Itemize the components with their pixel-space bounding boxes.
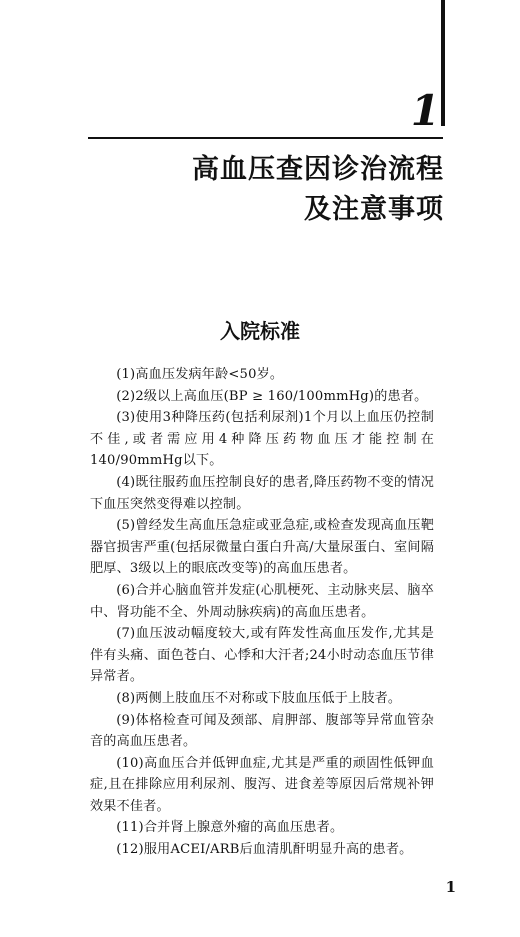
chapter-title-line-2: 及注意事项 [304, 194, 444, 225]
criterion-item: (2)2级以上高血压(BP ≥ 160/100mmHg)的患者。 [116, 388, 428, 404]
chapter-horizontal-rule [88, 137, 443, 139]
chapter-title-line-1: 高血压查因诊治流程 [192, 154, 444, 185]
criterion-item: (3)使用3种降压药(包括利尿剂)1个月以上血压仍控制不佳,或者需应用4种降压药物血压才能控制在140/90mmHg以下。 [90, 410, 434, 469]
criterion-item: (8)两侧上肢血压不对称或下肢血压低于上肢者。 [116, 690, 402, 706]
criterion-item: (11)合并肾上腺意外瘤的高血压患者。 [116, 820, 344, 836]
criterion-item: (7)血压波动幅度较大,或有阵发性高血压发作,尤其是伴有头痛、面色苍白、心悸和大汗者;24小时动态血压节律异常者。 [90, 626, 434, 685]
section-heading: 入院标准 [220, 319, 300, 343]
chapter-number: 1 [410, 86, 440, 135]
chapter-vertical-rule [441, 0, 445, 126]
criterion-item: (4)既往服药血压控制良好的患者,降压药物不变的情况下血压突然变得难以控制。 [90, 474, 434, 512]
criterion-item: (1)高血压发病年龄<50岁。 [116, 367, 284, 382]
page-number: 1 [445, 878, 456, 896]
chapter-title [192, 150, 444, 230]
criterion-item: (10)高血压合并低钾血症,尤其是严重的顽固性低钾血症,且在排除应用利尿剂、腹泻、进食差等原因后常规补钾效果不佳者。 [90, 755, 434, 814]
criterion-item: (12)服用ACEI/ARB后血清肌酐明显升高的患者。 [116, 842, 413, 858]
criterion-item: (9)体格检查可闻及颈部、肩胛部、腹部等异常血管杂音的高血压患者。 [90, 712, 434, 750]
criterion-item: (5)曾经发生高血压急症或亚急症,或检查发现高血压靶器官损害严重(包括尿微量白蛋白升高/大量尿蛋白、室间隔肥厚、3级以上的眼底改变等)的高血压患者。 [90, 518, 434, 577]
criteria-list [90, 364, 434, 861]
criterion-item: (6)合并心脑血管并发症(心肌梗死、主动脉夹层、脑卒中、肾功能不全、外周动脉疾病)的高血压患者。 [90, 582, 434, 620]
